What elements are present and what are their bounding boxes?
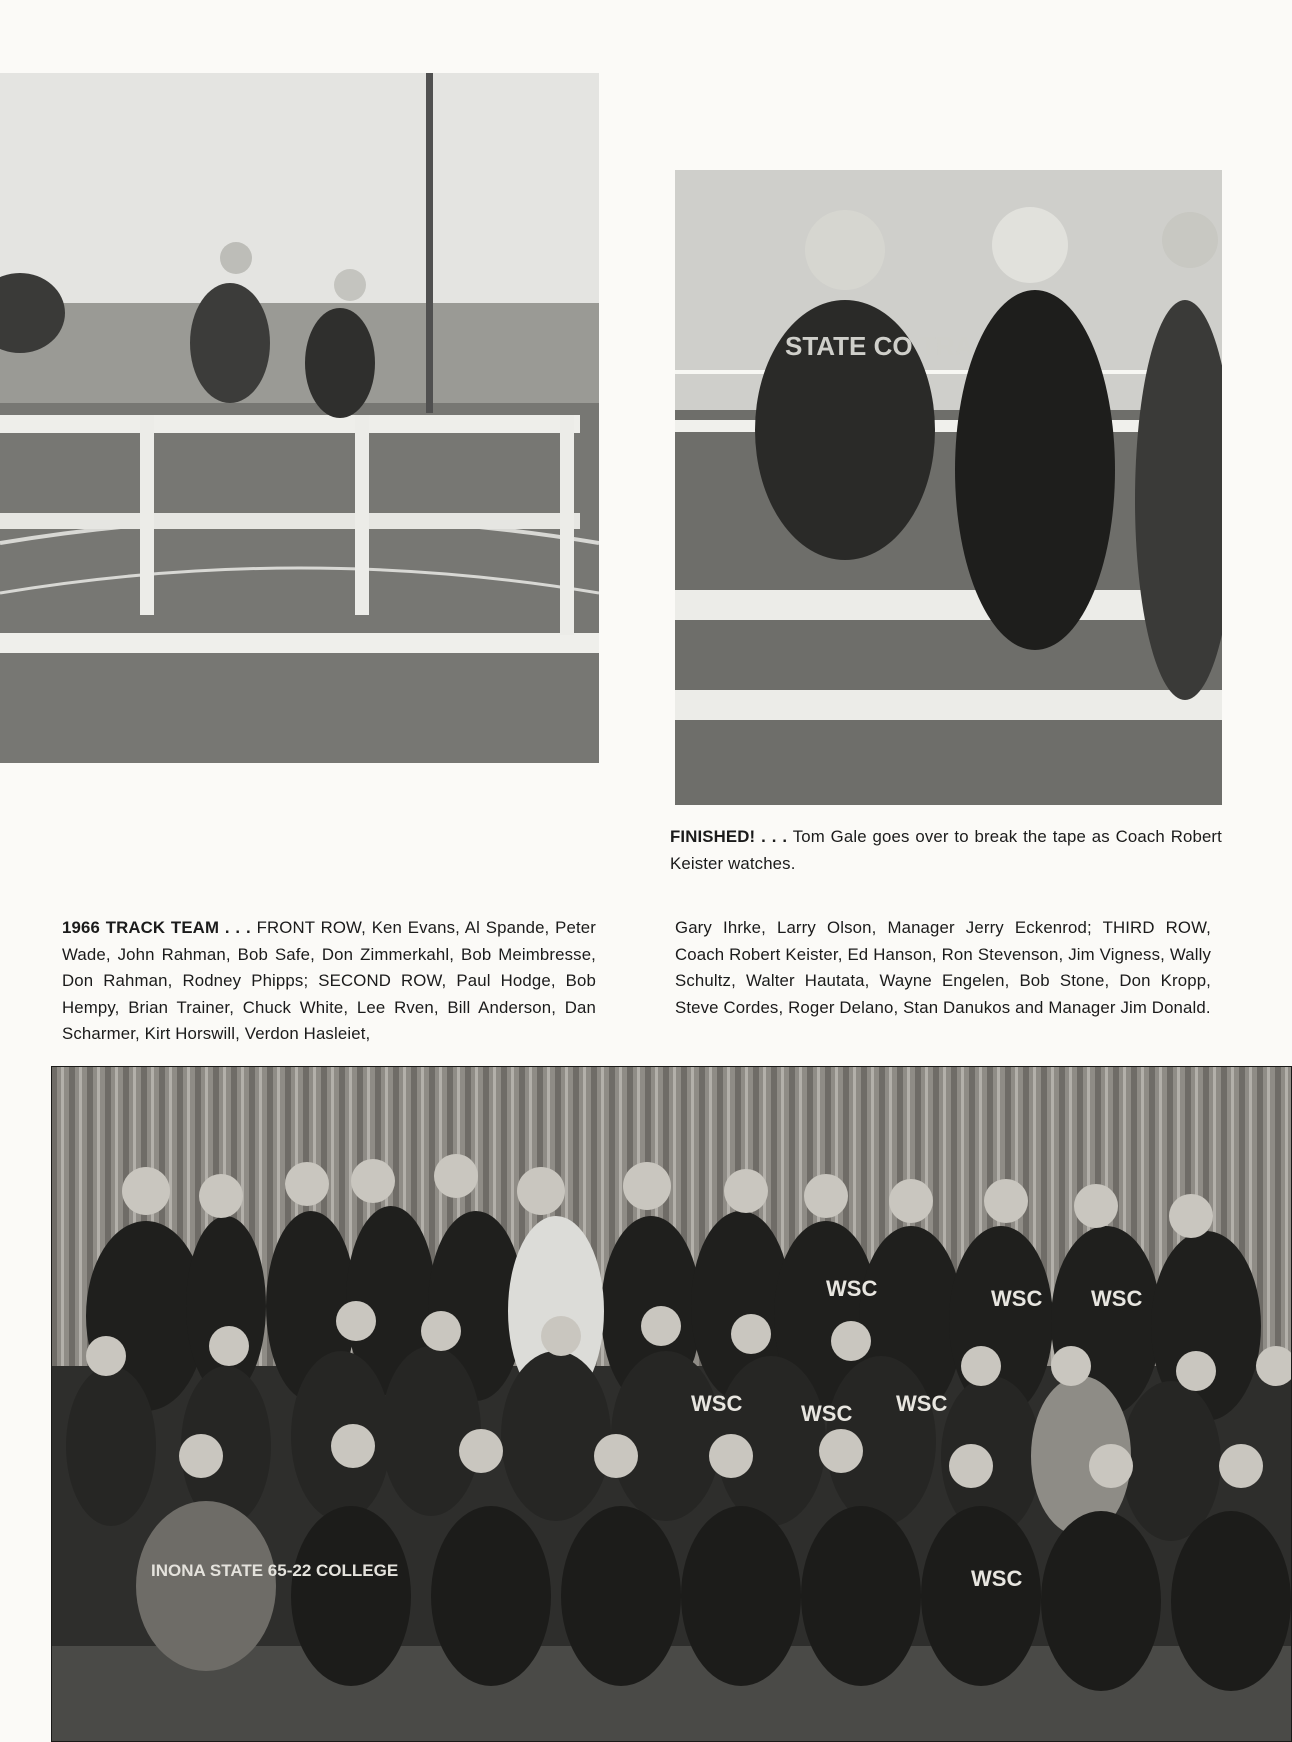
hurdlers-photo: [0, 73, 599, 763]
sweatshirt-text: INONA STATE 65-22 COLLEGE: [151, 1561, 399, 1580]
team-portrait-photo: [51, 1066, 1292, 1742]
finished-caption-lead: FINISHED! . . .: [670, 827, 788, 846]
finish-line-illustration: [675, 170, 1222, 805]
finish-line-photo: [675, 170, 1222, 805]
track-team-caption-right: [675, 915, 1211, 1021]
track-team-caption-lead: 1966 TRACK TEAM . . .: [62, 918, 251, 937]
track-team-caption-right-text: Gary Ihrke, Larry Olson, Manager Jerry Eckenrod; THIRD ROW, Coach Robert Keister, Ed Hanson, Ron Stevenson, Jim Vigness, Wally Schultz, Walter Hautata, Wayne Engelen, Bob Stone, Don Kropp, Steve Cordes, Roger Delano, Stan Danukos and Manager Jim Donald.: [675, 918, 1211, 1017]
finished-caption-text: Tom Gale goes over to break the tape as Coach Robert Keister watches.: [670, 827, 1222, 873]
shirt-text: STATE CO TRA: [785, 331, 974, 361]
jacket-letters: WSC: [896, 1391, 948, 1416]
jacket-letters: WSC: [971, 1566, 1023, 1591]
track-team-caption-left-text: FRONT ROW, Ken Evans, Al Spande, Peter Wade, John Rahman, Bob Safe, Don Zimmerkahl, Bob Meimbresse, Don Rahman, Rodney Phipps; SECOND ROW, Paul Hodge, Bob Hempy, Brian Trainer, Chuck White, Lee Rven, Bill Anderson, Dan Scharmer, Kirt Horswill, Verdon Hasleiet,: [62, 918, 596, 1043]
jacket-letters: WSC: [801, 1401, 853, 1426]
track-team-caption-left: [62, 915, 596, 1048]
jacket-letters: WSC: [991, 1286, 1043, 1311]
finished-caption: [670, 824, 1222, 877]
jacket-letters: WSC: [691, 1391, 743, 1416]
team-portrait-illustration: [51, 1066, 1292, 1742]
hurdlers-illustration: [0, 73, 599, 763]
jacket-letters: WSC: [826, 1276, 878, 1301]
jacket-letters: WSC: [1091, 1286, 1143, 1311]
